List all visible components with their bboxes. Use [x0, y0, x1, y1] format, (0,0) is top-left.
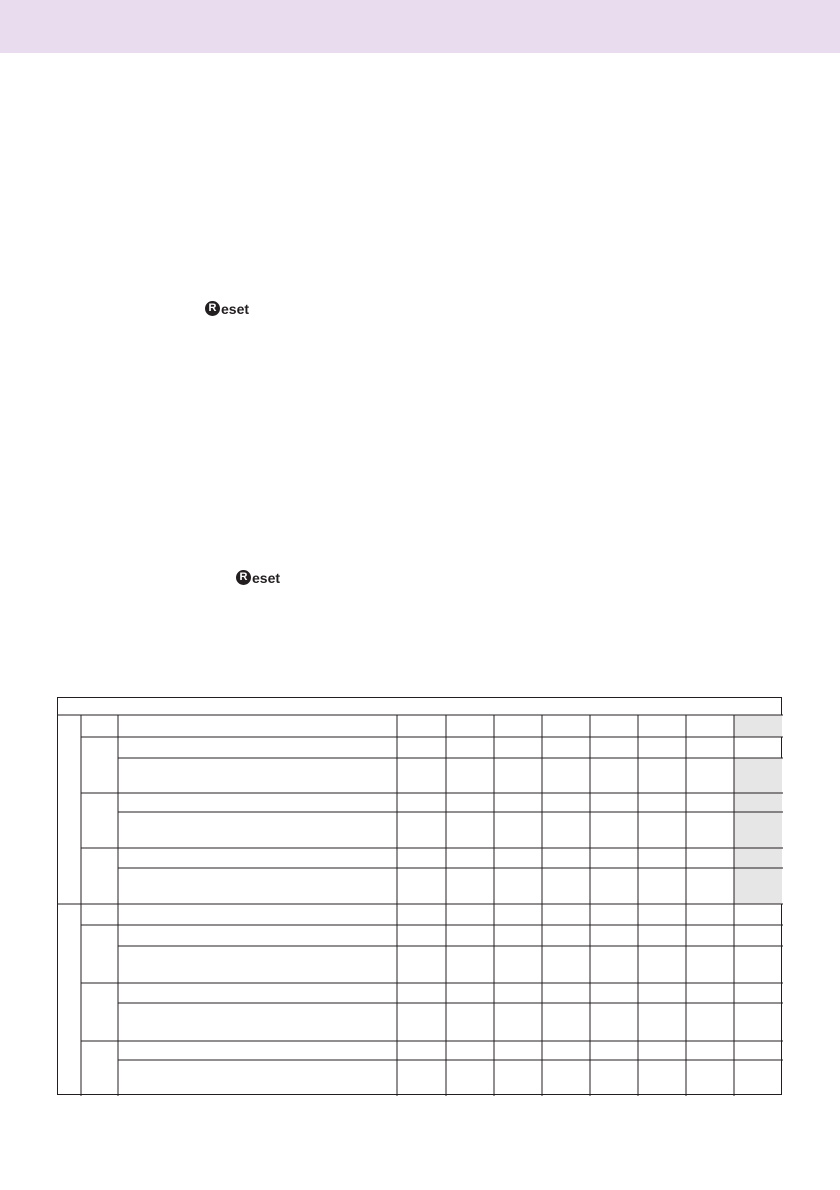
reset-r-icon: R: [236, 570, 251, 585]
reset-label-text: eset: [221, 300, 250, 317]
grid-lines: [58, 715, 783, 1096]
shaded-cells: [734, 715, 782, 904]
reset-button: [236, 570, 280, 585]
settings-table-grid: [58, 698, 783, 1096]
reset-button: [205, 301, 249, 316]
header-band: [0, 0, 840, 53]
settings-table: [57, 697, 782, 1095]
reset-r-icon: R: [205, 301, 220, 316]
reset-label-text: eset: [252, 569, 281, 586]
